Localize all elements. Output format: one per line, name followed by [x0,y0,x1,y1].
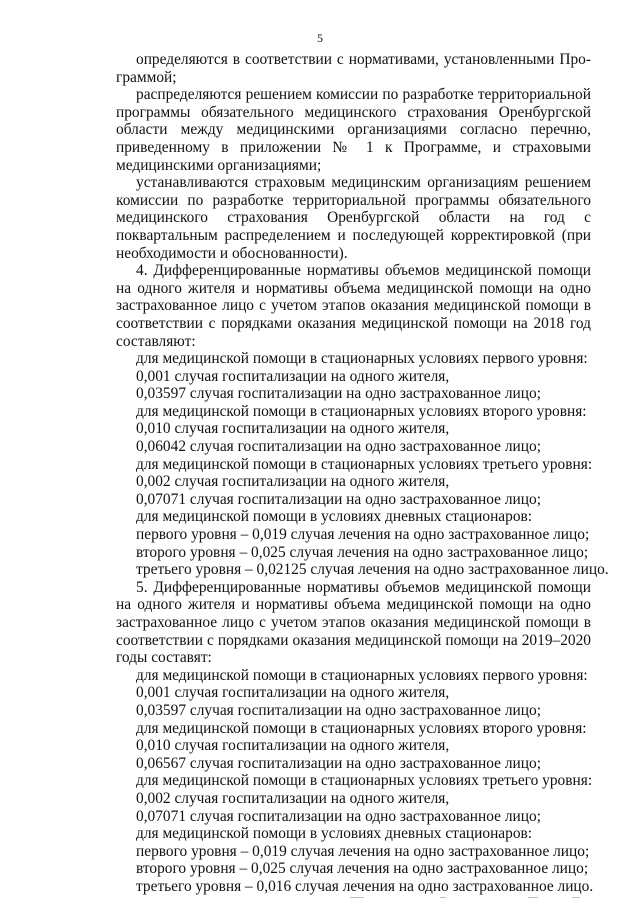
norm-line: 0,001 случая госпитализации на одного жителя, [136,367,450,385]
paragraph: определяются в соответствии с нормативами, установленными Программой; [116,51,591,86]
page-number: 5 [317,31,323,45]
norm-line: для медицинской помощи в условиях дневных стационаров: [136,825,533,843]
norm-line: 0,002 случая госпитализации на одного жителя, [136,789,450,807]
paragraph: устанавливаются страховым медицинским организациям решением комиссии по разработке территориальной программы обязательного медицинского страхования Оренбургской области на год с поквартальным распределением и последующей корректировкой (при необходимости и обоснованности). [116,174,591,262]
document-body [116,51,609,896]
norm-line: третьего уровня – 0,016 случая лечения на одно застрахованное лицо. [136,877,594,895]
norm-line: первого уровня – 0,019 случая лечения на одно застрахованное лицо; [136,842,590,860]
scan-artifact [350,895,590,901]
norm-line: 0,002 случая госпитализации на одного жителя, [136,473,450,491]
norm-line: для медицинской помощи в стационарных условиях третьего уровня: [136,772,593,790]
norm-line: первого уровня – 0,019 случая лечения на одно застрахованное лицо; [136,526,590,544]
norm-line: второго уровня – 0,025 случая лечения на одно застрахованное лицо; [136,543,589,561]
norm-line: 0,010 случая госпитализации на одного жителя, [136,737,450,755]
paragraph: распределяются решением комиссии по разработке территориальной программы обязательного медицинского страхования Оренбургской области между медицинскими организациями согласно перечню, приведенному в приложении № 1 к Программе, и страховыми медицинскими организациями; [116,86,591,174]
norm-line: 0,010 случая госпитализации на одного жителя, [136,420,450,438]
norm-line: 0,06042 случая госпитализации на одно застрахованное лицо; [136,438,541,456]
norm-line: 0,03597 случая госпитализации на одно застрахованное лицо; [136,385,541,403]
norm-line: 0,07071 случая госпитализации на одно застрахованное лицо; [136,490,541,508]
norm-line: второго уровня – 0,025 случая лечения на одно застрахованное лицо; [136,860,589,878]
norm-line: 0,06567 случая госпитализации на одно застрахованное лицо; [136,754,541,772]
norm-line: для медицинской помощи в стационарных условиях третьего уровня: [136,455,593,473]
section-4-paragraph: 4. Дифференцированные нормативы объемов медицинской помощи на одного жителя и нормативы объема медицинской помощи на одно застрахованное лицо с учетом этапов оказания медицинской помощи в соответствии с порядками оказания медицинской помощи на 2018 год составляют: [116,262,591,350]
norm-line: 0,03597 случая госпитализации на одно застрахованное лицо; [136,701,541,719]
norm-line: для медицинской помощи в стационарных условиях второго уровня: [136,402,587,420]
norm-line: 0,001 случая госпитализации на одного жителя, [136,684,450,702]
norm-line: 0,07071 случая госпитализации на одно застрахованное лицо; [136,807,541,825]
norm-line: для медицинской помощи в стационарных условиях первого уровня: [136,350,588,368]
norm-line: для медицинской помощи в стационарных условиях второго уровня: [136,719,587,737]
norm-line: для медицинской помощи в условиях дневных стационаров: [136,508,533,526]
norm-line: третьего уровня – 0,02125 случая лечения на одно застрахованное лицо. [136,561,609,579]
section-5-paragraph: 5. Дифференцированные нормативы объемов медицинской помощи на одного жителя и нормативы объема медицинской помощи на одно застрахованное лицо с учетом этапов оказания медицинской помощи в соответствии с порядками оказания медицинской помощи на 2019–2020 годы составят: [116,578,591,667]
norm-line: для медицинской помощи в стационарных условиях первого уровня: [136,666,588,684]
